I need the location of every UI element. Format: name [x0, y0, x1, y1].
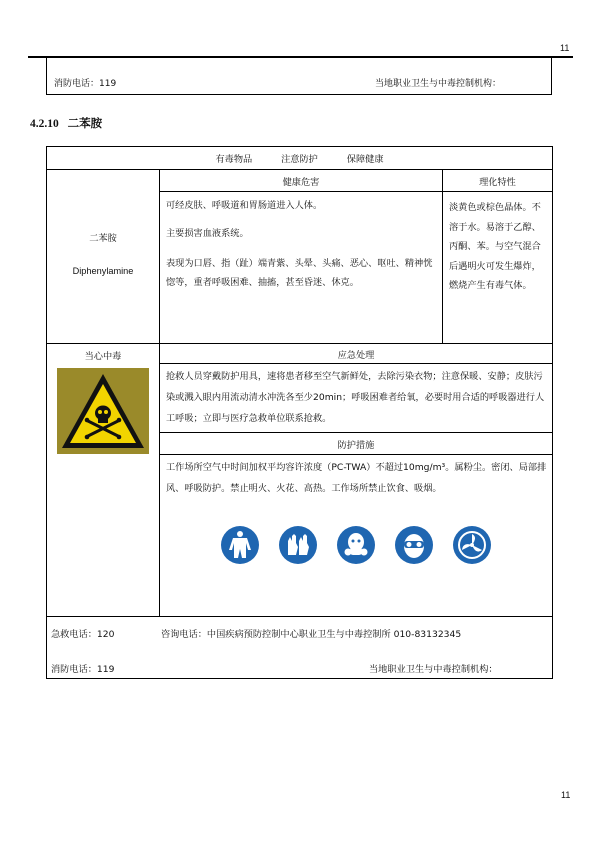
prev-local-agency: 当地职业卫生与中毒控制机构：: [375, 79, 502, 89]
physchem-content: [443, 192, 553, 344]
toxic-warning-sign-icon: [57, 368, 149, 454]
banner-toxic: 有毒物品: [215, 154, 253, 165]
prev-table-right-border: [551, 57, 552, 95]
prev-table-bottom-border: [46, 94, 552, 95]
gloves-icon: [278, 525, 318, 565]
health-hazard-content: [160, 192, 443, 344]
physchem-text: 淡黄色或棕色晶体。不溶于水。易溶于乙醇、丙酮、苯。与空气混合后遇明火可发生爆炸，燃烧产生有毒气体。: [449, 202, 541, 291]
header-rule: [28, 56, 573, 58]
page-number-bottom: 11: [561, 790, 571, 800]
emergency-content: [160, 364, 553, 433]
hazard-card-table: [46, 146, 553, 679]
protection-header: 防护措施: [160, 433, 553, 455]
protection-content: [160, 455, 553, 617]
health-line-1: 可经皮肤、呼吸道和胃肠道进入人体。: [166, 200, 323, 211]
first-aid-phone: 急救电话：120: [51, 629, 115, 640]
emergency-text: 抢救人员穿戴防护用具，速将患者移至空气新鲜处，去除污染衣物；注意保暖、安静；皮肤污染或溅入眼内用流动清水冲洗各至少20min；呼吸困难者给氧，必要时用合适的呼吸器进行人工呼吸；立即与医疗急救单位联系抢救。: [166, 371, 545, 424]
fire-phone: 消防电话：119: [51, 664, 115, 675]
warning-label: 当心中毒: [84, 351, 122, 362]
banner-row: [47, 147, 553, 170]
health-line-3: 表现为口唇、指（趾）端青紫、头晕、头痛、恶心、呕吐、精神恍惚等，重者呼吸困难、抽搐，甚至昏迷、休克。: [166, 258, 433, 288]
protective-suit-icon: [220, 525, 260, 565]
banner-health: 保障健康: [346, 154, 384, 165]
banner-caution: 注意防护: [281, 154, 318, 165]
substance-name-cell: [47, 170, 160, 344]
consult-phone: 咨询电话：中国疾病预防控制中心职业卫生与中毒控制所 010-83132345: [161, 629, 462, 640]
emergency-header: 应急处理: [160, 344, 553, 364]
prev-table-left-border: [46, 57, 47, 95]
warning-cell: [47, 344, 160, 617]
protection-text: 工作场所空气中时间加权平均容许浓度（PC-TWA）不超过10mg/m³。属粉尘。密闭、局部排风、呼吸防护。禁止明火、火花、高热。工作场所禁止饮食、吸烟。: [166, 462, 547, 494]
substance-name-en: Diphenylamine: [72, 265, 134, 276]
substance-name-cn: 二苯胺: [89, 232, 117, 244]
section-title: 二苯胺: [67, 118, 103, 130]
respirator-icon: [336, 525, 376, 565]
ppe-icons-row: [160, 525, 552, 565]
card-footer: [47, 617, 553, 679]
health-line-2: 主要损害血液系统。: [166, 228, 249, 239]
section-number: 4.2.10: [30, 118, 59, 130]
prev-fire-phone: 消防电话：119: [54, 79, 117, 89]
goggles-icon: [394, 525, 434, 565]
health-hazard-header: 健康危害: [160, 170, 443, 192]
page-number-top: 11: [560, 43, 570, 53]
ventilation-icon: [452, 525, 492, 565]
physchem-header: 理化特性: [443, 170, 553, 192]
section-heading: [30, 115, 102, 131]
local-agency: 当地职业卫生与中毒控制机构：: [369, 664, 498, 675]
